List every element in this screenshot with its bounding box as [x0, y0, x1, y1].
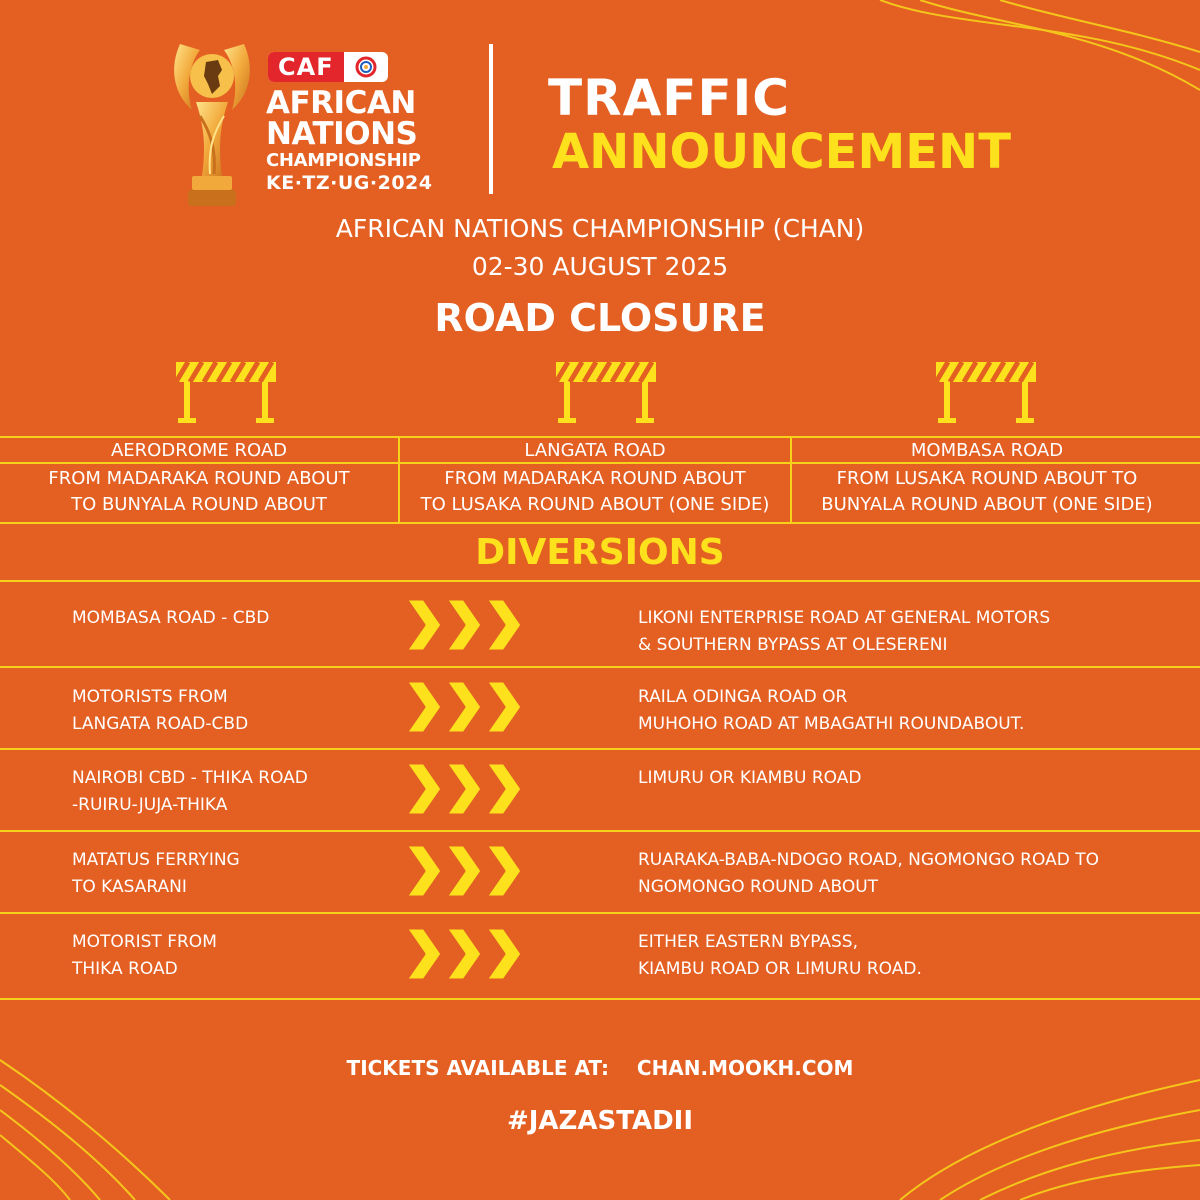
brand-line-nations: NATIONS [266, 116, 418, 152]
chevron-right-icon [402, 841, 530, 901]
road-closure-heading: ROAD CLOSURE [434, 296, 766, 340]
diversion-line [0, 830, 1200, 832]
closure-aerodrome [0, 438, 398, 518]
road-barrier-icon [166, 358, 286, 428]
diversion-to-line1: RAILA ODINGA ROAD OR [638, 687, 848, 707]
tickets-line [0, 1056, 1200, 1080]
closure-bottom-line [0, 522, 1200, 524]
diversion-to-line2: & SOUTHERN BYPASS AT OLESERENI [638, 635, 948, 655]
closure-road-name: LANGATA ROAD [524, 440, 666, 461]
diversion-from [72, 684, 248, 738]
sponsor-mark-icon [354, 56, 378, 78]
road-barrier-icon [546, 358, 666, 428]
trophy-logo-icon [166, 36, 258, 216]
diversion-from-line2: THIKA ROAD [72, 959, 178, 979]
diversion-to-line2: MUHOHO ROAD AT MBAGATHI ROUNDABOUT. [638, 714, 1025, 734]
closure-road-name: AERODROME ROAD [110, 440, 288, 461]
diversion-to-line1: EITHER EASTERN BYPASS, [638, 932, 858, 952]
diversion-from-line1: MOTORIST FROM [72, 932, 217, 952]
closure-desc-line2: TO BUNYALA ROUND ABOUT [71, 494, 327, 515]
tickets-url-link[interactable]: CHAN.MOOKH.COM [636, 1056, 854, 1080]
brand-line-hosts: KE·TZ·UG·2024 [266, 172, 433, 194]
diversion-to-line1: RUARAKA-BABA-NDOGO ROAD, NGOMONGO ROAD TO [638, 850, 1099, 870]
diversion-to [638, 929, 922, 983]
header-divider [489, 44, 493, 194]
championship-wordmark [266, 85, 433, 194]
diversion-from [72, 929, 217, 983]
closure-langata [400, 438, 790, 518]
closure-desc-line1: FROM MADARAKA ROUND ABOUT [444, 468, 746, 489]
closure-desc-line2: BUNYALA ROUND ABOUT (ONE SIDE) [821, 494, 1153, 515]
diversion-from-line1: MOTORISTS FROM [72, 687, 228, 707]
tickets-label: TICKETS AVAILABLE AT: [346, 1056, 609, 1080]
diversion-from [72, 847, 240, 901]
diversion-from-line2: LANGATA ROAD-CBD [72, 714, 249, 734]
event-dates: 02-30 AUGUST 2025 [471, 252, 729, 281]
sponsor-logo [344, 52, 388, 82]
event-name: AFRICAN NATIONS CHAMPIONSHIP (CHAN) [335, 214, 865, 243]
road-barrier-icon [926, 358, 1046, 428]
title-traffic: TRAFFIC [548, 69, 790, 127]
closure-desc-line1: FROM LUSAKA ROUND ABOUT TO [836, 468, 1138, 489]
diversion-to [638, 847, 1099, 901]
brand-line-championship: CHAMPIONSHIP [266, 150, 421, 171]
chevron-right-icon [402, 595, 530, 655]
brand-line-african: AFRICAN [266, 85, 416, 121]
diversion-from-line1: MATATUS FERRYING [72, 850, 240, 870]
diversion-from [72, 605, 269, 632]
caf-badge [268, 52, 388, 82]
diversion-to [638, 605, 1050, 659]
chevron-right-icon [402, 759, 530, 819]
diversion-from-line1: MOMBASA ROAD - CBD [72, 608, 270, 628]
diversion-line [0, 912, 1200, 914]
diversion-from-line1: NAIROBI CBD - THIKA ROAD [72, 768, 308, 788]
diversion-to-line1: LIMURU OR KIAMBU ROAD [638, 768, 862, 788]
title-announcement: ANNOUNCEMENT [552, 124, 1011, 180]
diversion-from-line2: TO KASARANI [72, 877, 187, 897]
chevron-right-icon [402, 924, 530, 984]
closure-desc-line1: FROM MADARAKA ROUND ABOUT [48, 468, 350, 489]
diversion-to [638, 765, 861, 792]
diversion-line [0, 998, 1200, 1000]
closure-mombasa [792, 438, 1182, 518]
chevron-right-icon [402, 677, 530, 737]
diversion-line [0, 580, 1200, 582]
diversion-to-line2: KIAMBU ROAD OR LIMURU ROAD. [638, 959, 922, 979]
closure-road-name: MOMBASA ROAD [910, 440, 1064, 461]
diversions-heading: DIVERSIONS [475, 532, 725, 573]
diversion-line [0, 666, 1200, 668]
caf-logo-text: CAF [268, 52, 344, 82]
diversion-from [72, 765, 308, 819]
hashtag: #JAZASTADII [506, 1106, 694, 1136]
diversion-to-line2: NGOMONGO ROUND ABOUT [638, 877, 879, 897]
diversion-to-line1: LIKONI ENTERPRISE ROAD AT GENERAL MOTORS [638, 608, 1051, 628]
closure-desc-line2: TO LUSAKA ROUND ABOUT (ONE SIDE) [420, 494, 770, 515]
diversion-line [0, 748, 1200, 750]
diversion-from-line2: -RUIRU-JUJA-THIKA [72, 795, 228, 815]
diversion-to [638, 684, 1024, 738]
